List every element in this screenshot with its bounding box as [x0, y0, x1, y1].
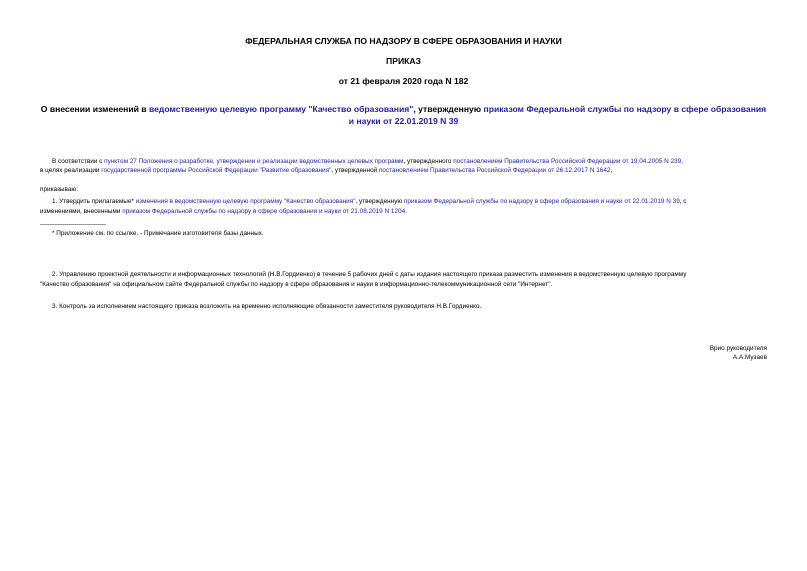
signature-role: Врио руководителя — [709, 345, 767, 352]
preamble-text: В соответствии с — [52, 158, 105, 165]
preamble-text: , утвержденного — [403, 158, 454, 165]
signature-name: А.А.Музаев — [732, 354, 767, 361]
order-word: приказываю: — [40, 186, 78, 193]
title-link-program[interactable]: ведомственную целевую программу "Качество образования" — [148, 104, 414, 114]
preamble-line-1 — [52, 157, 683, 166]
item-1-line-1 — [52, 197, 687, 206]
link-program-changes[interactable]: изменения в ведомственную целевую программу "Качество образования" — [135, 198, 356, 205]
footnote: * Приложение см. по ссылке. - Примечание изготовителя базы данных. — [52, 230, 264, 237]
preamble-text: , утвержденной — [331, 167, 379, 174]
preamble-text: , — [610, 167, 613, 174]
preamble-text: , — [681, 158, 683, 165]
item-2-line-1: 2. Управлению проектной деятельности и информационных технологий (Н.В.Гордиенко) в течение 5 рабочих дней с даты издания настоящего приказа разместить изменения в ведомственную целевую программу — [52, 271, 687, 278]
item-text: , утвержденную — [355, 198, 404, 205]
title-text-2: , утвержденную — [413, 104, 484, 114]
item-2-line-2: "Качество образования" на официальном сайте Федеральной службы по надзору в сфере образования и науки в информационно-телекоммуникационной сети "Интернет". — [40, 281, 553, 288]
title-link-order[interactable]: приказом Федеральной службы по надзору в сфере образования и науки от 22.01.2019 N 39 — [348, 104, 767, 126]
link-order-1204[interactable]: приказом Федеральной службы по надзору в сфере образования и науки от 21.08.2019 N 1204 — [122, 208, 406, 215]
link-government-decree-239[interactable]: постановлением Правительства Российской Федерации от 19.04.2005 N 239 — [453, 158, 682, 165]
agency-name: ФЕДЕРАЛЬНАЯ СЛУЖБА ПО НАДЗОРУ В СФЕРЕ ОБРАЗОВАНИЯ И НАУКИ — [245, 36, 562, 46]
link-regulation-point-27[interactable]: пунктом 27 Положения о разработке, утверждении и реализации ведомственных целевых программ — [104, 158, 404, 165]
item-text: 1. Утвердить прилагаемые* — [52, 198, 136, 205]
item-text: . — [405, 208, 407, 215]
item-1-line-2 — [40, 207, 407, 216]
link-order-39[interactable]: приказом Федеральной службы по надзору в сфере образования и науки от 22.01.2019 N 39 — [403, 198, 680, 205]
document-date: от 21 февраля 2020 года N 182 — [338, 76, 469, 86]
item-text: , с — [679, 198, 687, 205]
title-text-1: О внесении изменений в — [40, 104, 149, 114]
link-state-program-education[interactable]: государственной программы Российской Федерации "Развитие образования" — [101, 167, 332, 174]
document-title — [40, 103, 767, 127]
item-text: изменениями, внесенными — [40, 208, 123, 215]
item-3: 3. Контроль за исполнением настоящего приказа возложить на временно исполняющие обязанности заместителя руководителя Н.В.Гордиенко. — [52, 303, 482, 310]
document-type: ПРИКАЗ — [386, 56, 421, 66]
preamble-text: в целях реализации — [40, 167, 102, 174]
link-government-decree-1642[interactable]: постановлением Правительства Российской Федерации от 26.12.2017 N 1642 — [378, 167, 611, 174]
preamble-line-2 — [40, 166, 612, 175]
footnote-separator — [40, 224, 106, 225]
